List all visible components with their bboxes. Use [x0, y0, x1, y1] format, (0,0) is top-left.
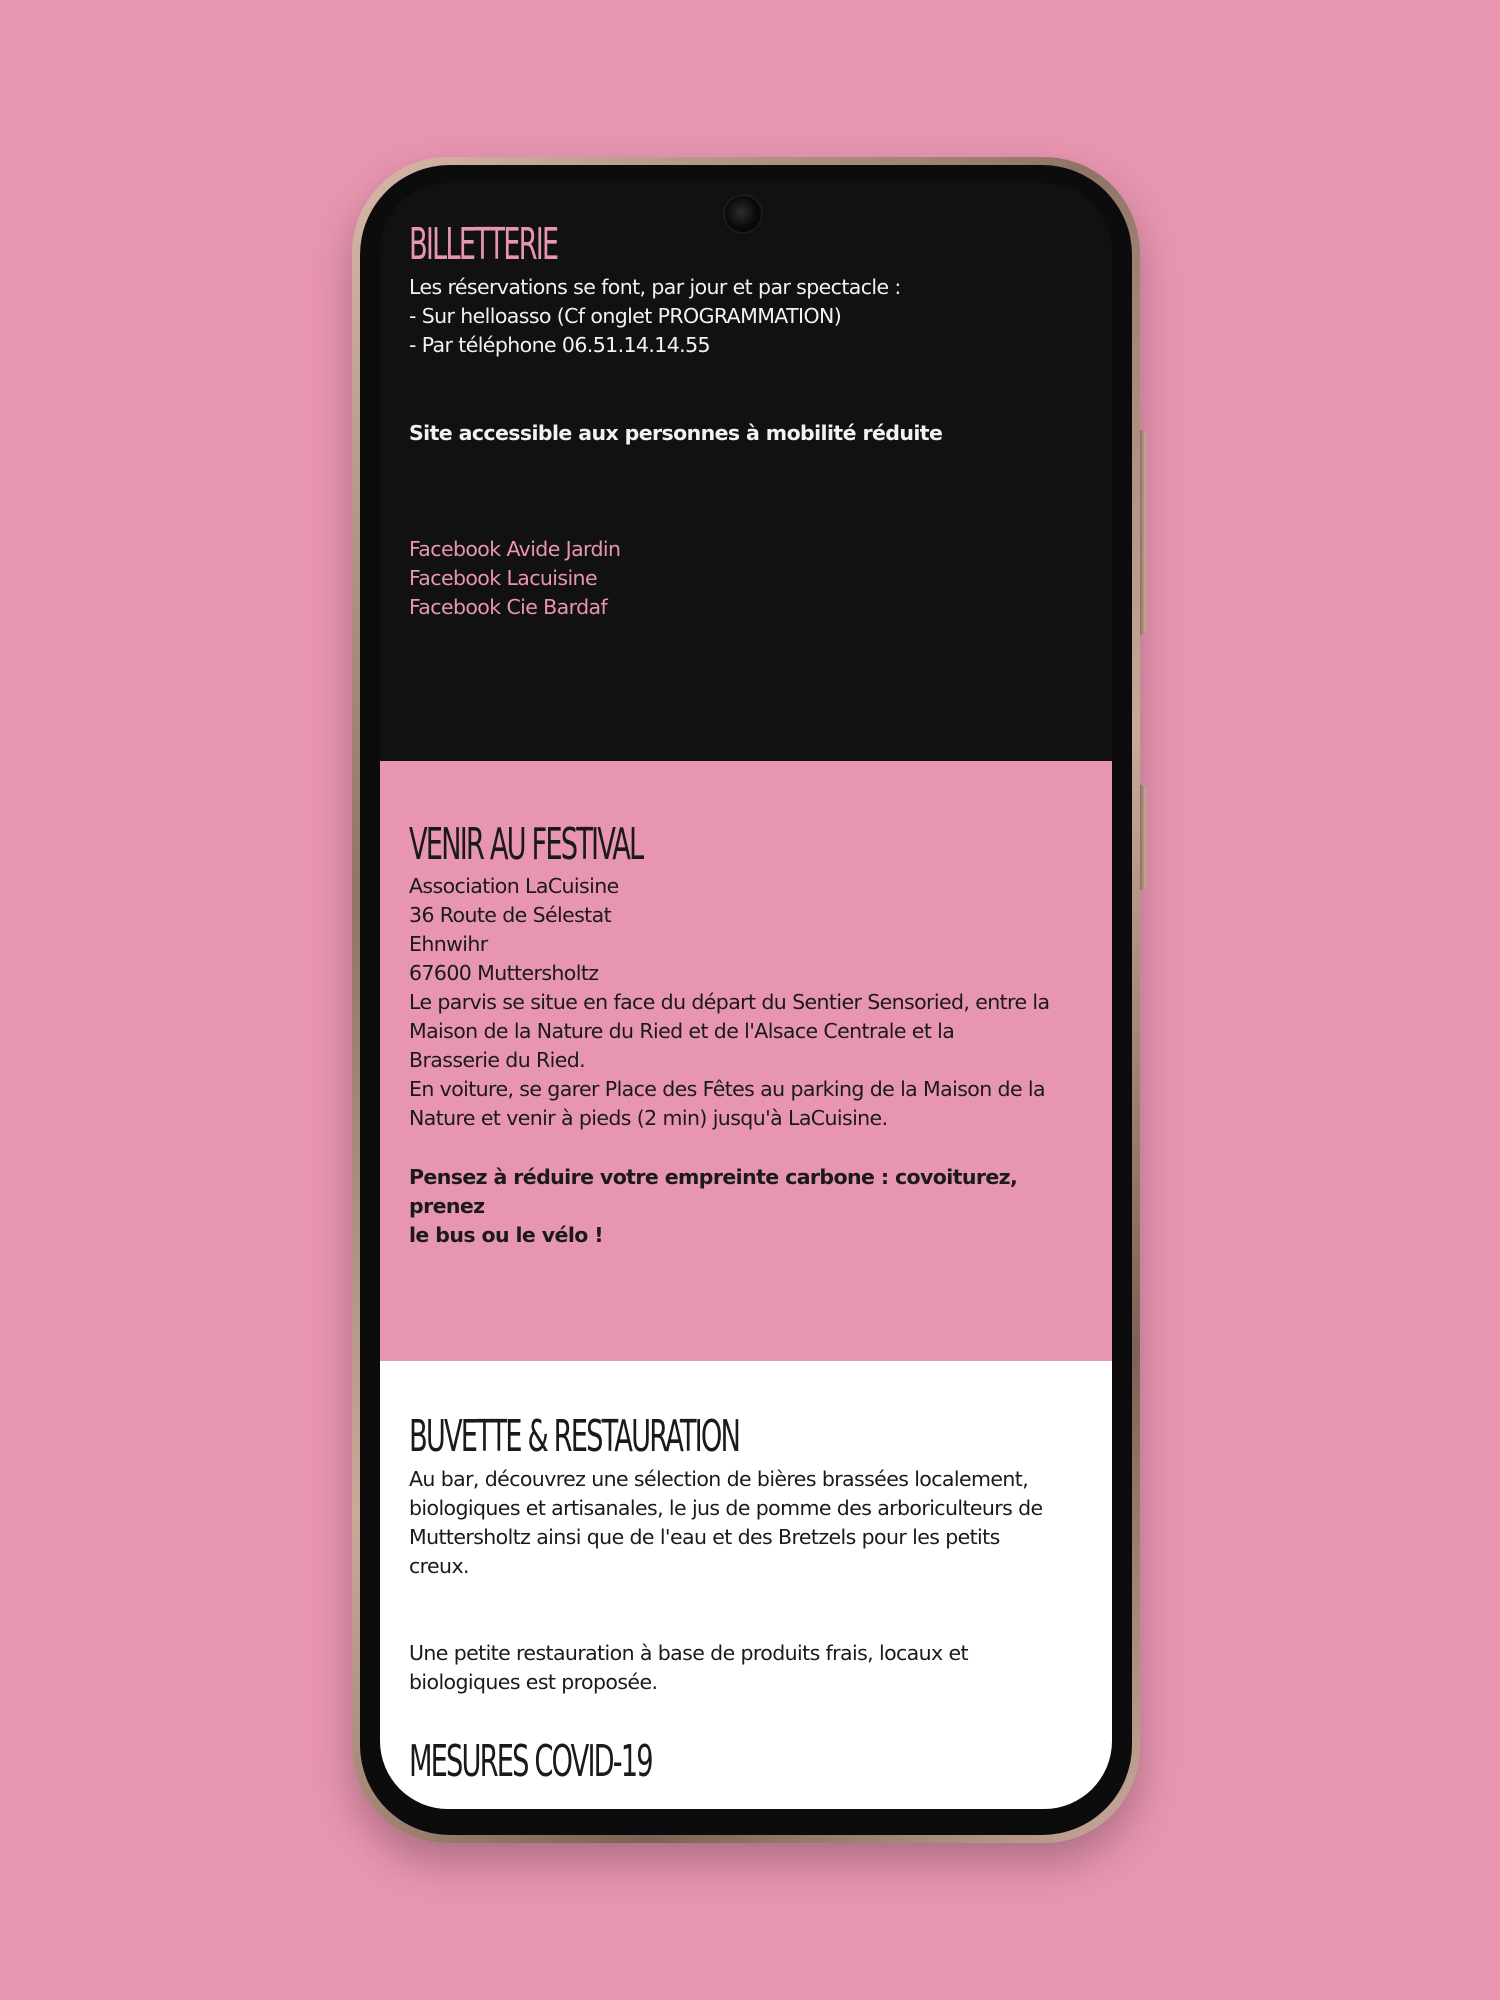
directions-text: [409, 988, 1083, 1133]
buvette-line: creux.: [409, 1554, 469, 1578]
buvette-paragraph-2: [409, 1639, 1083, 1697]
front-camera-icon: [725, 196, 761, 232]
address-line: Ehnwihr: [409, 932, 488, 956]
facebook-cie-bardaf-link[interactable]: Facebook Cie Bardaf: [409, 595, 608, 619]
address-line: Association LaCuisine: [409, 874, 619, 898]
facebook-avide-jardin-link[interactable]: Facebook Avide Jardin: [409, 537, 621, 561]
address-line: 36 Route de Sélestat: [409, 903, 612, 927]
directions-line: Brasserie du Ried.: [409, 1048, 586, 1072]
carbon-note-line: le bus ou le vélo !: [409, 1223, 604, 1247]
buvette-paragraph-1: [409, 1465, 1083, 1581]
carbon-note: [409, 1163, 1083, 1250]
covid-title: MESURES COVID-19: [409, 1736, 652, 1787]
facebook-lacuisine-link[interactable]: Facebook Lacuisine: [409, 566, 597, 590]
venir-au-festival-section: [380, 761, 1112, 1361]
reservation-line: - Sur helloasso (Cf onglet PROGRAMMATION): [409, 304, 842, 328]
volume-button: [1140, 430, 1146, 635]
buvette-title: BUVETTE & RESTAURATION: [409, 1411, 740, 1462]
directions-line: En voiture, se garer Place des Fêtes au parking de la Maison de la: [409, 1077, 1045, 1101]
billetterie-section: [380, 183, 1112, 761]
power-button: [1140, 785, 1146, 890]
facebook-links: [409, 535, 1083, 622]
reservation-line: - Par téléphone 06.51.14.14.55: [409, 333, 710, 357]
directions-line: Nature et venir à pieds (2 min) jusqu'à LaCuisine.: [409, 1106, 888, 1130]
billetterie-title: BILLETTERIE: [409, 219, 558, 270]
directions-line: Maison de la Nature du Ried et de l'Alsace Centrale et la: [409, 1019, 955, 1043]
phone-screen: [380, 183, 1112, 1809]
buvette-line: biologiques est proposée.: [409, 1670, 658, 1694]
buvette-line: Au bar, découvrez une sélection de bières brassées localement,: [409, 1467, 1029, 1491]
venir-title: VENIR AU FESTIVAL: [409, 819, 643, 870]
reservation-line: Les réservations se font, par jour et par spectacle :: [409, 275, 901, 299]
address-block: [409, 872, 1083, 988]
buvette-line: Une petite restauration à base de produits frais, locaux et: [409, 1641, 968, 1665]
directions-line: Le parvis se situe en face du départ du Sentier Sensoried, entre la: [409, 990, 1050, 1014]
buvette-line: biologiques et artisanales, le jus de pomme des arboriculteurs de: [409, 1496, 1043, 1520]
address-line: 67600 Muttersholtz: [409, 961, 599, 985]
accessibility-note: Site accessible aux personnes à mobilité réduite: [409, 421, 943, 445]
carbon-note-line: Pensez à réduire votre empreinte carbone : covoiturez, prenez: [409, 1165, 1018, 1218]
reservation-info: [409, 273, 1083, 360]
buvette-section: [380, 1361, 1112, 1809]
buvette-line: Muttersholtz ainsi que de l'eau et des Bretzels pour les petits: [409, 1525, 1000, 1549]
